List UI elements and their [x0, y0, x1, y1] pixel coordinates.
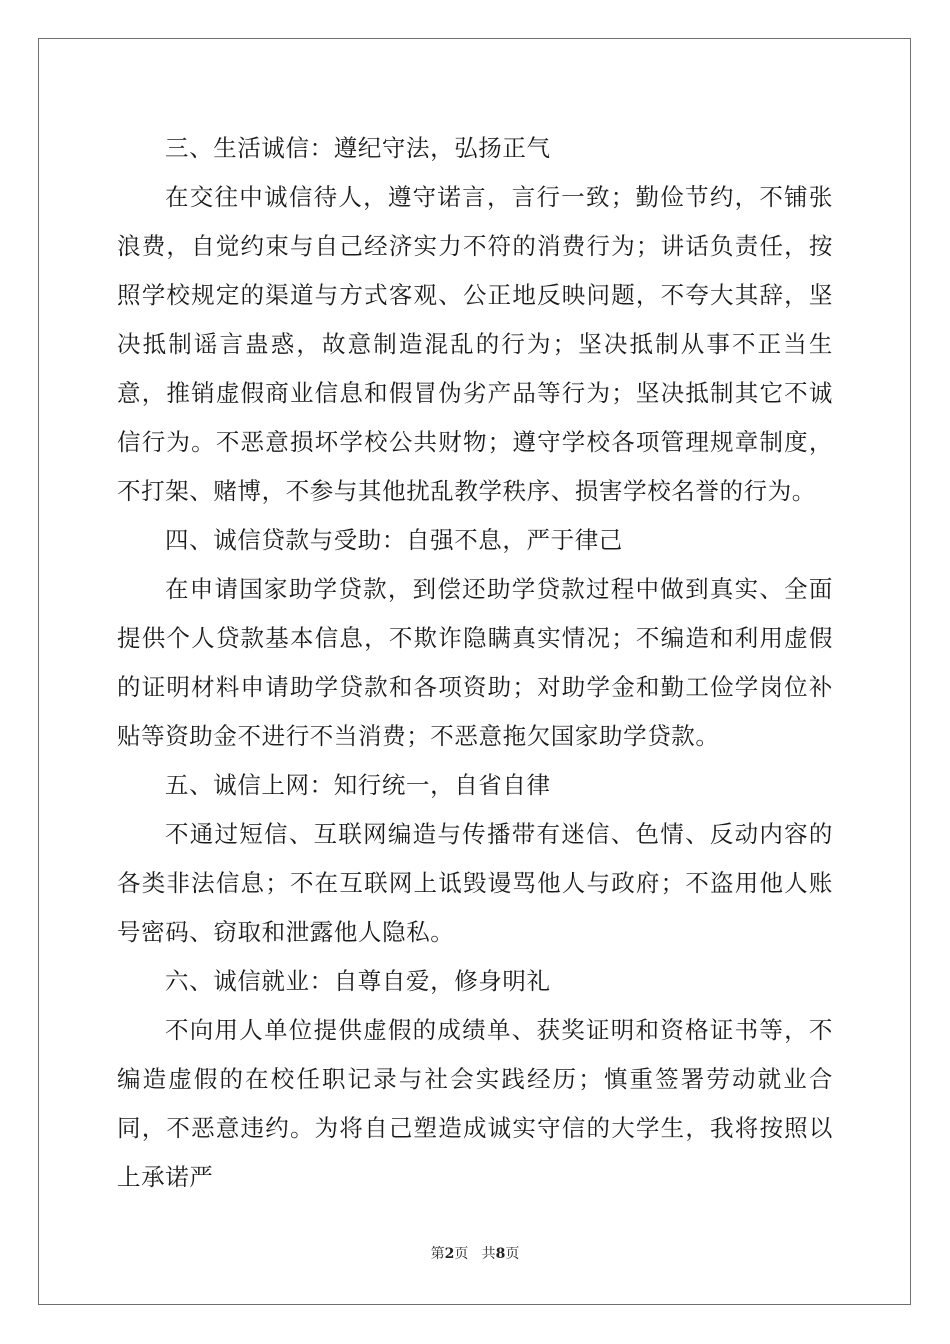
page-footer	[0, 1245, 950, 1263]
page-suffix: 页	[454, 1246, 469, 1262]
page-number: 2	[444, 1246, 455, 1262]
page-prefix: 第	[430, 1246, 445, 1262]
section-heading-employment-integrity: 六、诚信就业：自尊自爱，修身明礼	[165, 967, 551, 995]
body-paragraph: 在申请国家助学贷款，到偿还助学贷款过程中做到真实、全面提供个人贷款基本信息，不欺诈隐瞒真实情况；不编造和利用虚假的证明材料申请助学贷款和各项资助；对助学金和勤工俭学岗位补贴等资助金不进行不当消费；不恶意拖欠国家助学贷款。	[117, 575, 833, 750]
body-paragraph: 在交往中诚信待人，遵守诺言，言行一致；勤俭节约，不铺张浪费，自觉约束与自己经济实力不符的消费行为；讲话负责任，按照学校规定的渠道与方式客观、公正地反映问题，不夸大其辞，坚决抵制谣言蛊惑，故意制造混乱的行为；坚决抵制从事不正当生意，推销虚假商业信息和假冒伪劣产品等行为；坚决抵制其它不诚信行为。不恶意损坏学校公共财物；遵守学校各项管理规章制度，不打架、赌博，不参与其他扰乱教学秩序、损害学校名誉的行为。	[117, 183, 833, 505]
total-prefix: 共	[481, 1246, 496, 1262]
section-heading-loan-integrity: 四、诚信贷款与受助：自强不息，严于律己	[165, 526, 623, 554]
document-body	[117, 124, 833, 1202]
body-paragraph: 不向用人单位提供虚假的成绩单、获奖证明和资格证书等，不编造虚假的在校任职记录与社会实践经历；慎重签署劳动就业合同，不恶意违约。为将自己塑造成诚实守信的大学生，我将按照以上承诺严	[117, 1016, 833, 1191]
body-paragraph: 不通过短信、互联网编造与传播带有迷信、色情、反动内容的各类非法信息；不在互联网上诋毁谩骂他人与政府；不盗用他人账号密码、窃取和泄露他人隐私。	[117, 820, 833, 946]
section-heading-internet-integrity: 五、诚信上网：知行统一，自省自律	[165, 771, 551, 799]
total-suffix: 页	[505, 1246, 520, 1262]
total-pages: 8	[495, 1246, 506, 1262]
section-heading-life-integrity: 三、生活诚信：遵纪守法，弘扬正气	[165, 134, 551, 162]
